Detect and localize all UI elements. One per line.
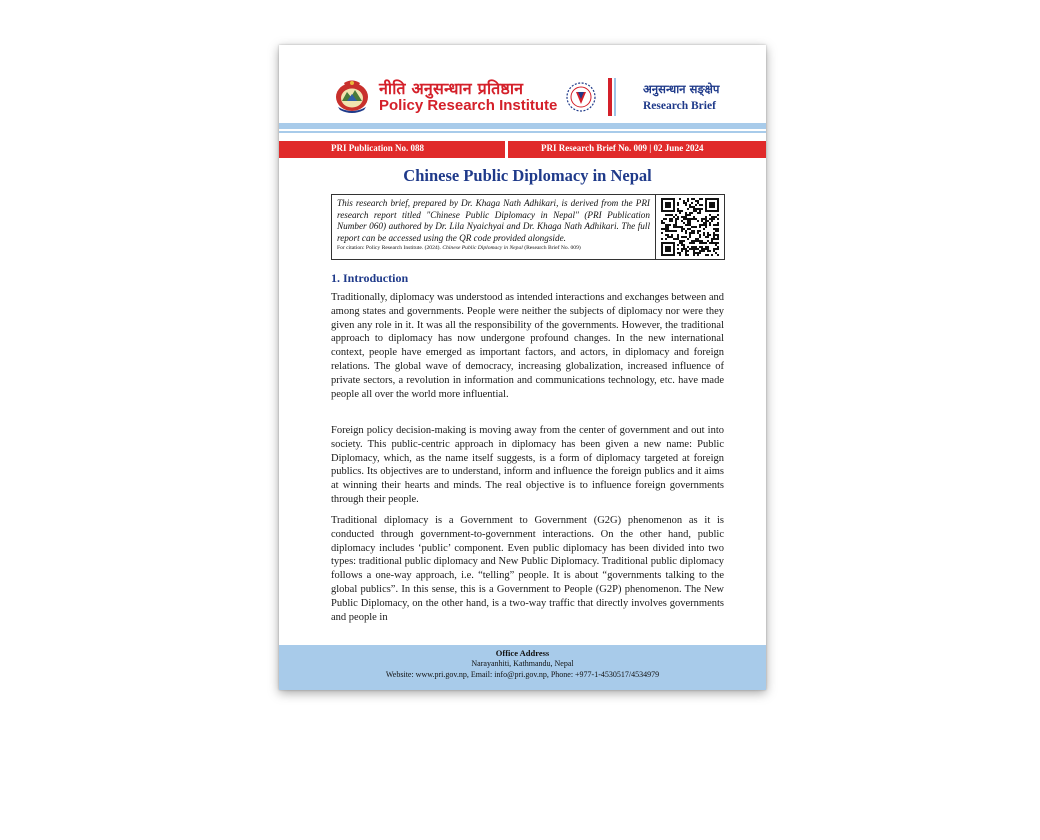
series-name-nepali: अनुसन्धान सङ्क्षेप (643, 82, 720, 96)
publication-bar-divider (505, 141, 508, 158)
pri-logo-icon (565, 81, 597, 113)
nepal-emblem-icon (334, 79, 370, 113)
citation-text (337, 245, 655, 252)
publication-number: PRI Publication No. 088 (331, 143, 425, 153)
footer-contact: Website: www.pri.gov.np, Email: info@pri.gov.np, Phone: +977-1-4530517/4534979 (385, 670, 660, 679)
citation-title: Chinese Public Diplomacy in Nepal (442, 245, 523, 251)
footer-title: Office Address (495, 648, 550, 658)
abstract-divider (655, 195, 656, 259)
brief-number-date: PRI Research Brief No. 009 | 02 June 2024 (541, 143, 704, 153)
publication-bar (279, 141, 766, 158)
footer-address: Narayanhiti, Kathmandu, Nepal (471, 659, 574, 668)
body-paragraph: Traditional diplomacy is a Government to Government (G2G) phenomenon as it is conducted through government-to-government interactions. On the other hand, public diplomacy includes ‘public’ component. Even public diplomacy has been divided into two types: traditional public diplomacy and New Public Diplomacy. Traditional public diplomacy follows a one-way approach, i.e. “telling” people. It is about “governments talking to the global publics”. In this sense, this is a Government to People (G2P) phenomenon. The New Public Diplomacy, on the other hand, is a two-way traffic that directly involves governments and people in (331, 515, 724, 623)
citation-suffix: (Research Brief No. 009) (522, 245, 581, 251)
institute-name-nepali: नीति अनुसन्धान प्रतिष्ठान (379, 79, 524, 98)
document-title: Chinese Public Diplomacy in Nepal (403, 166, 652, 185)
body-paragraph: Foreign policy decision-making is moving away from the center of government and out into society. This public-centric approach in diplomacy has been given a new name: Public Diplomacy, which, as the name itself suggests, is a form of diplomacy targeted at foreign publics. Its objectives are to understand, inform and influence the foreign publics and it aims at winning their hearts and minds. The real objective is to influence foreign governments through their people. (331, 425, 724, 505)
header-divider-blue (614, 78, 616, 116)
series-name-english: Research Brief (643, 100, 716, 112)
body-paragraph: Traditionally, diplomacy was understood as intended interactions and exchanges between and among states and governments. People were neither the subjects of diplomacy nor were they given any role in it. It was all the responsibility of the governments. However, the traditional approach to diplomacy has now undergone profound changes. In the new international context, people have emerged as important factors, and actors, in diplomacy and foreign relations. The global wave of democracy, increasing globalization, increased influence of private sectors, a revolution in information and communications technology, etc. have made people all over the world more influential. (331, 292, 724, 400)
abstract-text: This research brief, prepared by Dr. Khaga Nath Adhikari, is derived from the PRI research report titled "Chinese Public Diplomacy in Nepal" (PRI Publication Number 060) authored by Dr. Lila Nyaichyai and Dr. Khaga Nath Adhikari. The full report can be accessed using the QR code provided alongside. (337, 198, 650, 243)
header-band (279, 123, 766, 129)
header-band-thin (279, 131, 766, 133)
abstract-box (331, 194, 725, 260)
research-brief-page (279, 45, 766, 690)
citation-prefix: For citation: Policy Research Institute. (2024). (337, 245, 443, 251)
header-divider-red (608, 78, 612, 116)
footer (279, 645, 766, 690)
qr-code-icon[interactable] (661, 198, 719, 256)
institute-name-english: Policy Research Institute (379, 97, 558, 114)
section-heading: 1. Introduction (331, 271, 409, 285)
